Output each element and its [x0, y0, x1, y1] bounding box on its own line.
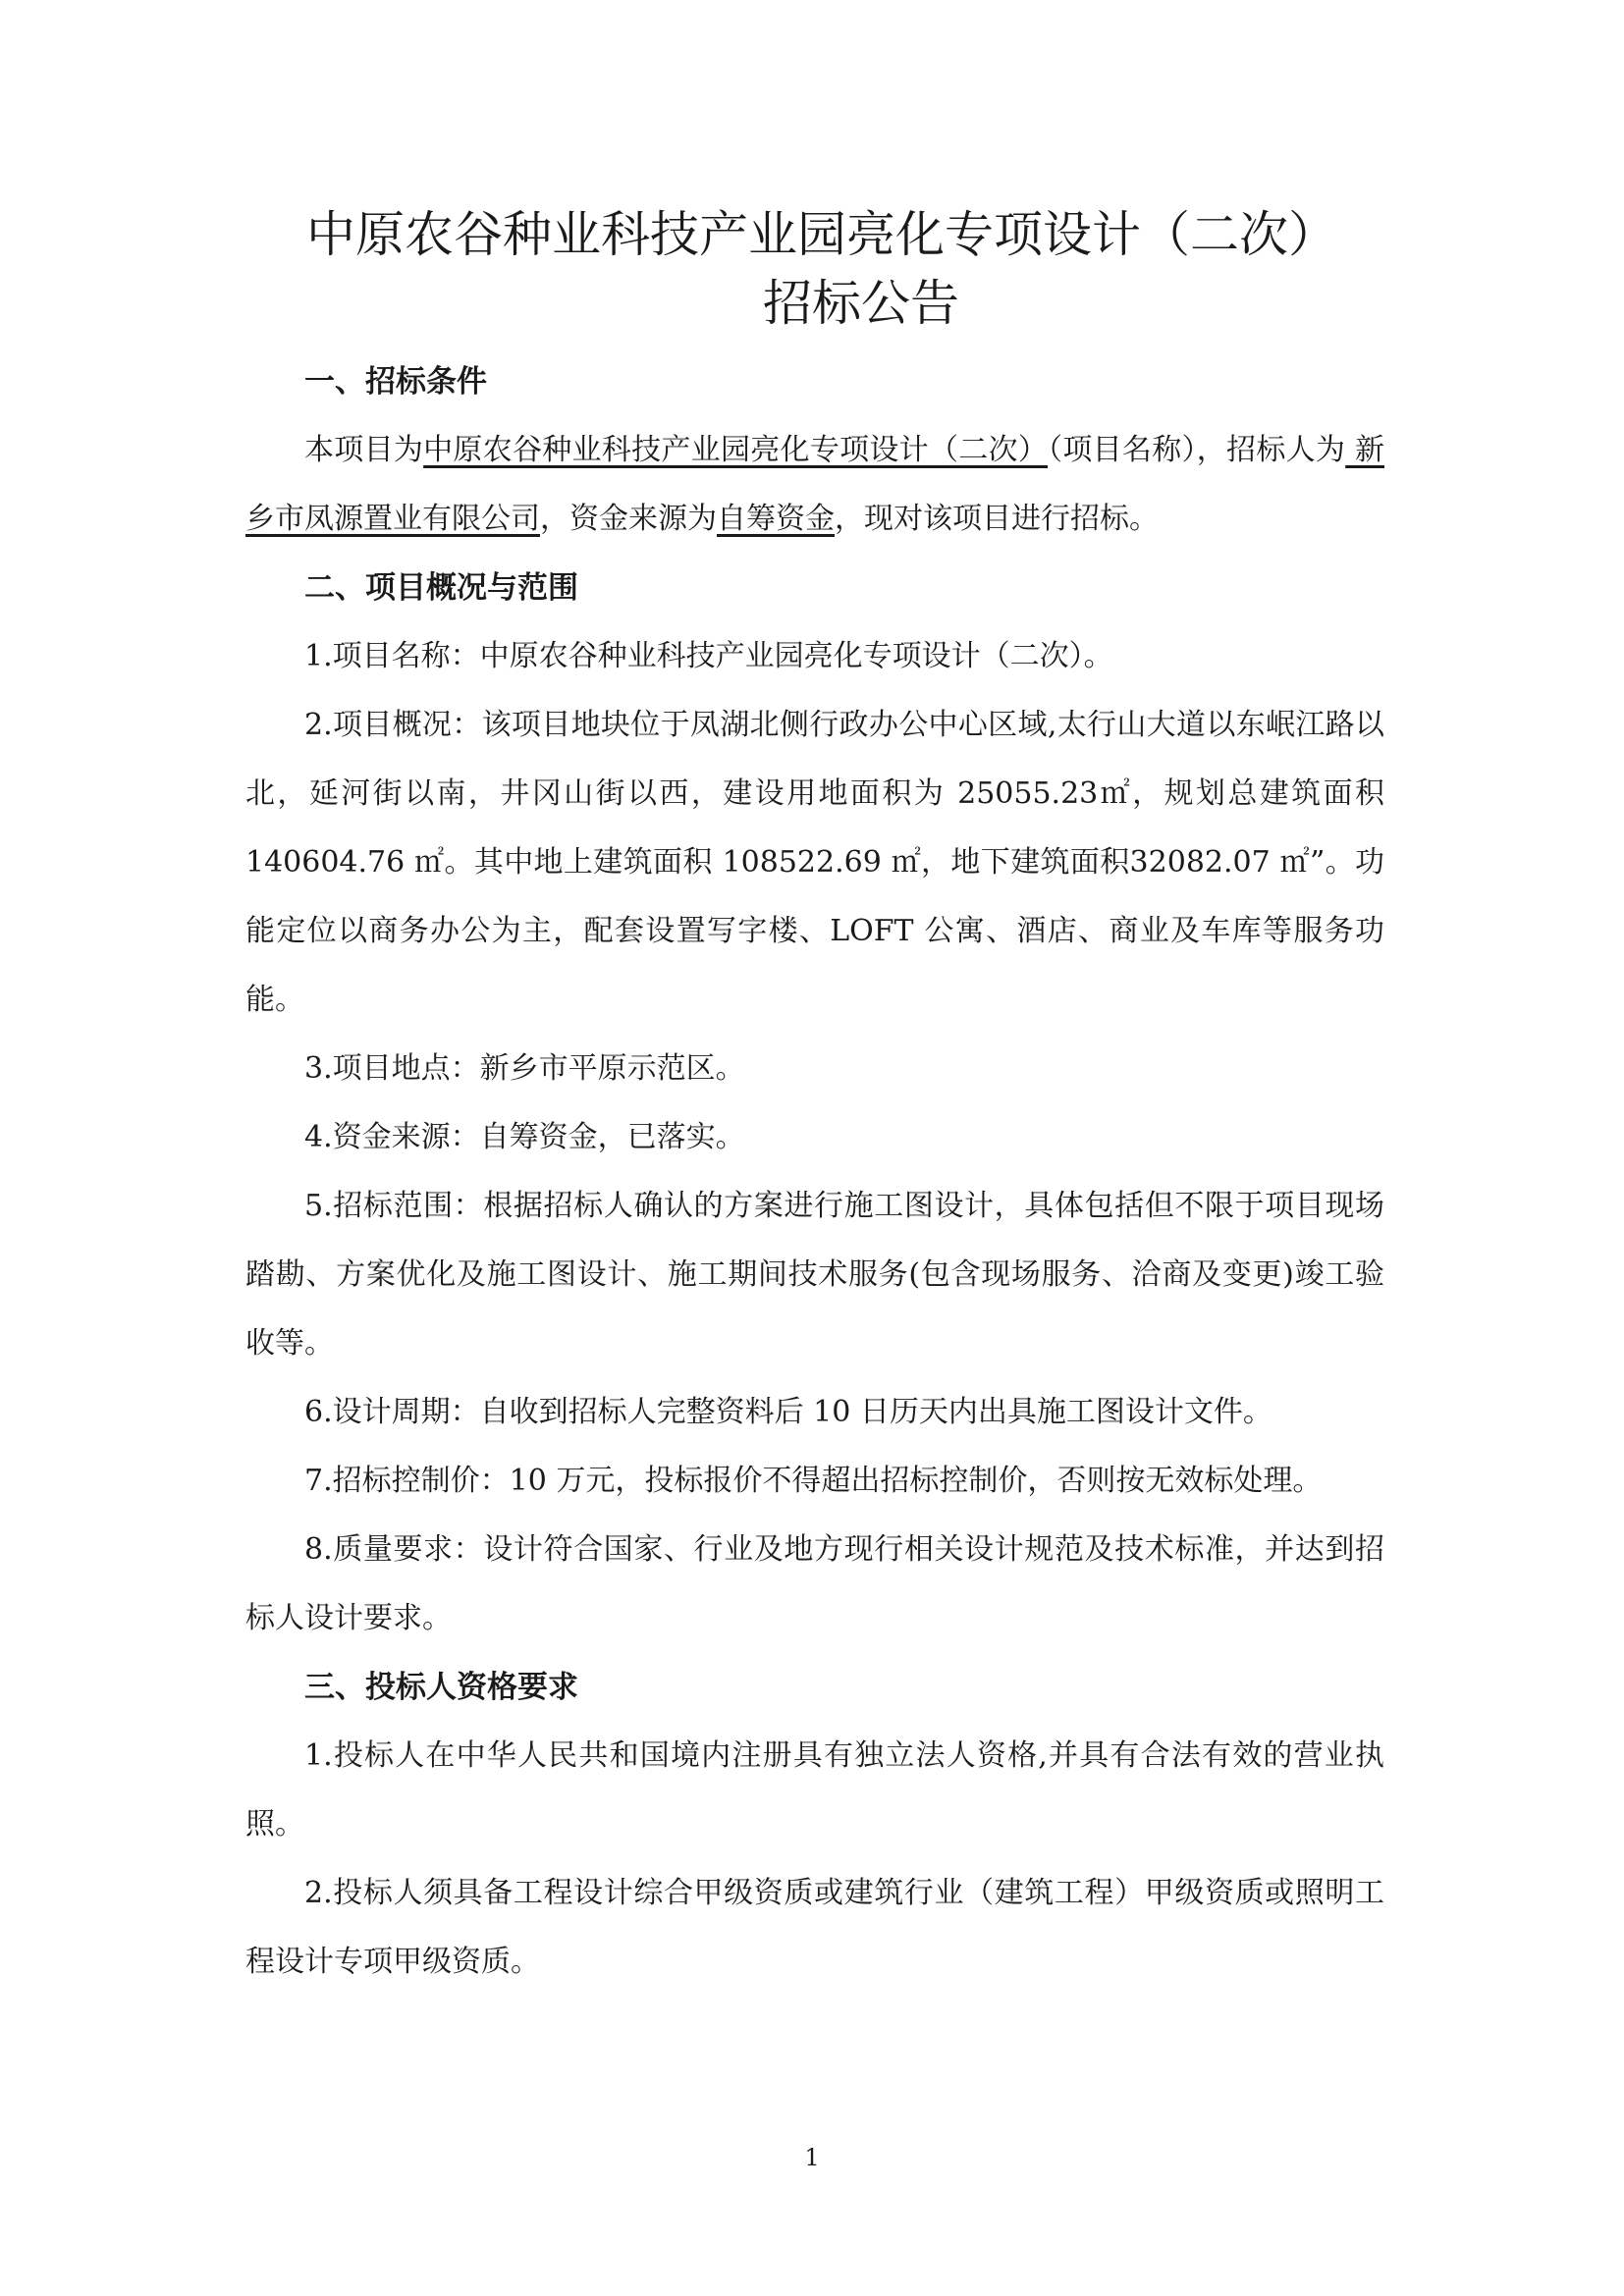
overview-item-quality: 8.质量要求：设计符合国家、行业及地方现行相关设计规范及技术标准，并达到招标人设计要求。 [245, 1532, 1384, 1635]
funding-source-underlined: 自筹资金 [717, 502, 835, 536]
tender-conditions-paragraph [245, 416, 1384, 554]
intro-text: ，资金来源为 [540, 502, 717, 536]
overview-item-control-price: 7.招标控制价：10 万元，投标报价不得超出招标控制价，否则按无效标处理。 [304, 1464, 1323, 1498]
overview-item-funding: 4.资金来源：自筹资金，已落实。 [304, 1120, 745, 1154]
document-title-line-2: 招标公告 [763, 275, 959, 332]
intro-text: 本项目为 [304, 433, 424, 467]
qualification-item-legal-entity: 1.投标人在中华人民共和国境内注册具有独立法人资格,并具有合法有效的营业执照。 [245, 1738, 1384, 1842]
section-heading-tender-conditions: 一、招标条件 [304, 364, 487, 400]
tenderer-name-underlined: 新乡市凤源置业有限公司 [245, 433, 1385, 536]
overview-item-project-summary: 2.项目概况：该项目地块位于凤湖北侧行政办公中心区域,太行山大道以东岷江路以北，延河街以南，井冈山街以西，建设用地面积为 25055.23㎡，规划总建筑面积 140604.76 ㎡。其中地上建筑面积 108522.69 ㎡，地下建筑面积32082.07 ㎡”。功能定位以商务办公为主，配套设置写字楼、LOFT 公寓、酒店、商业及车库等服务功能。 [245, 708, 1384, 1017]
intro-text: （项目名称），招标人为 [1048, 433, 1346, 467]
document-title-line-1: 中原农谷种业科技产业园亮化专项设计（二次） [306, 206, 1337, 263]
overview-item-location: 3.项目地点：新乡市平原示范区。 [304, 1051, 745, 1086]
intro-text: ，现对该项目进行招标。 [835, 502, 1159, 536]
section-heading-bidder-qualification: 三、投标人资格要求 [304, 1670, 578, 1705]
overview-item-scope: 5.招标范围：根据招标人确认的方案进行施工图设计，具体包括但不限于项目现场踏勘、方案优化及施工图设计、施工期间技术服务(包含现场服务、洽商及变更)竣工验收等。 [245, 1189, 1384, 1361]
document-body [245, 347, 1384, 1997]
overview-item-design-period: 6.设计周期：自收到招标人完整资料后 10 日历天内出具施工图设计文件。 [304, 1395, 1272, 1429]
project-name-underlined: 中原农谷种业科技产业园亮化专项设计（二次） [423, 433, 1049, 467]
overview-item-project-name: 1.项目名称：中原农谷种业科技产业园亮化专项设计（二次）。 [304, 639, 1113, 673]
qualification-item-certification: 2.投标人须具备工程设计综合甲级资质或建筑行业（建筑工程）甲级资质或照明工程设计专项甲级资质。 [245, 1876, 1384, 1979]
section-heading-project-overview: 二、项目概况与范围 [304, 570, 578, 606]
page-number: 1 [804, 2144, 820, 2171]
